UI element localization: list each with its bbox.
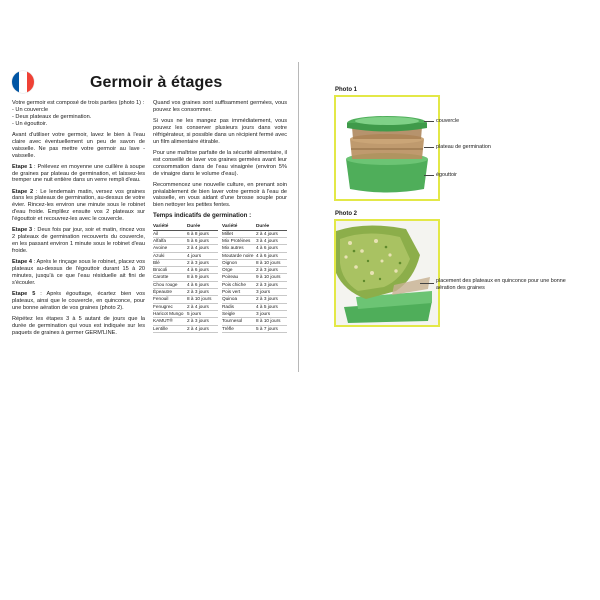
duration-cell: 2 à 3 jours	[187, 318, 218, 325]
variety-cell: Lentille	[153, 325, 187, 332]
variety-cell: Brocoli	[153, 267, 187, 274]
table-row	[222, 289, 287, 296]
duration-cell: 4 à 6 jours	[256, 245, 287, 252]
variety-cell: Fenugrec	[153, 303, 187, 310]
table-row	[222, 267, 287, 274]
photo-1-label: Photo 1	[335, 87, 357, 93]
variety-cell: Poireau	[222, 274, 256, 281]
variety-cell: Azuki	[153, 252, 187, 259]
variety-cell: Blé	[153, 259, 187, 266]
table-row	[153, 259, 218, 266]
variety-cell: Avoine	[153, 245, 187, 252]
table-row	[153, 281, 218, 288]
placement-callout: placement des plateaux en quinconce pour une bonne aération des graines	[436, 278, 566, 291]
duration-cell: 4 à 6 jours	[187, 281, 218, 288]
table-row	[222, 259, 287, 266]
step-3: Etape 3 : Deux fois par jour, soir et matin, rincez vos 2 plateaux de germination recouverts du couvercle, en les passant environ 1 minute sous le robinet d'eau froide.	[12, 227, 145, 254]
variety-cell: Ail	[153, 230, 187, 237]
page-title: Germoir à étages	[90, 74, 223, 91]
variety-cell: Seigle	[222, 310, 256, 317]
variety-cell: KAMUT®	[153, 318, 187, 325]
duration-cell: 4 jours	[187, 252, 218, 259]
duration-cell: 8 à 10 jours	[187, 296, 218, 303]
duration-cell: 5 à 7 jours	[256, 325, 287, 332]
table-row	[153, 303, 218, 310]
table-row	[222, 318, 287, 325]
table-row	[222, 237, 287, 244]
drainer-callout: égouttoir	[436, 172, 457, 178]
duration-cell: 8 à 10 jours	[256, 318, 287, 325]
variety-cell: Haricot Mungo	[153, 310, 187, 317]
variety-cell: Mix autres	[222, 245, 256, 252]
variety-cell: Alfalfa	[153, 237, 187, 244]
table-row	[153, 318, 218, 325]
mid-paragraph: Quand vos graines sont suffisamment germées, vous pouvez les consommer.	[153, 100, 287, 113]
table-row	[153, 310, 218, 317]
duration-cell: 5 jours	[187, 310, 218, 317]
duration-cell: 4 à 5 jours	[256, 303, 287, 310]
duration-cell: 2 à 3 jours	[187, 289, 218, 296]
variety-cell: Millet	[222, 230, 256, 237]
table-row	[222, 296, 287, 303]
table-row	[222, 245, 287, 252]
duration-cell: 2 à 4 jours	[187, 303, 218, 310]
column-divider	[298, 62, 299, 372]
variety-cell: Trèfle	[222, 325, 256, 332]
table-row	[222, 230, 287, 237]
mid-paragraph: Recommencez une nouvelle culture, en prenant soin préalablement de bien laver votre germoir à l'eau de vaisselle, en vous aidant d'une brosse souple pour bien nettoyer les petites fentes.	[153, 181, 287, 209]
staggered-trays-sprouts-illustration	[336, 221, 438, 325]
intro-block: Votre germoir est composé de trois parties (photo 1) : - Un couvercle - Deux plateaux de germination. - Un égouttoir.	[12, 100, 145, 127]
instructions-column	[12, 100, 145, 341]
table-row	[222, 252, 287, 259]
table-row	[153, 252, 218, 259]
table-row	[222, 303, 287, 310]
germination-table	[153, 223, 287, 332]
drainer-leader-line	[424, 175, 434, 176]
table-row	[222, 281, 287, 288]
variety-header: Variété	[153, 223, 187, 230]
duration-cell: 2 à 3 jours	[187, 259, 218, 266]
variety-cell: Oignon	[222, 259, 256, 266]
variety-cell: Fenouil	[153, 296, 187, 303]
germination-table-right	[222, 223, 287, 332]
duration-cell: 5 à 6 jours	[187, 237, 218, 244]
duration-cell: 8 à 9 jours	[187, 274, 218, 281]
variety-cell: Orge	[222, 267, 256, 274]
table-row	[222, 325, 287, 332]
table-row	[153, 325, 218, 332]
table-row	[153, 237, 218, 244]
variety-header: Variété	[222, 223, 256, 230]
trays-leader-line	[424, 147, 434, 148]
duration-header: Durée	[256, 223, 287, 230]
duration-cell: 2 à 3 jours	[256, 296, 287, 303]
table-row	[153, 274, 218, 281]
variety-cell: Moutarde noire	[222, 252, 256, 259]
duration-cell: 3 à 4 jours	[256, 237, 287, 244]
french-flag-icon	[12, 71, 34, 93]
step-1: Etape 1 : Prélevez en moyenne une cuillère à soupe de graines par plateau de germination, et laissez-les tremper une nuit entière dans un verre rempli d'eau.	[12, 163, 145, 184]
germination-table-left	[153, 223, 218, 332]
trays-callout: plateau de germination	[436, 144, 491, 150]
duration-cell: 2 à 3 jours	[256, 281, 287, 288]
table-row	[153, 230, 218, 237]
duration-cell: 4 à 6 jours	[187, 267, 218, 274]
step-5: Etape 5 : Après égouttage, écartez bien vos plateaux, ainsi que le couvercle, en quinconce, pour une bonne aération de vos graines (photo 2).	[12, 290, 145, 311]
variety-cell: Chou rouge	[153, 281, 187, 288]
before-use-text: Avant d'utiliser votre germoir, lavez le bien à l'eau claire avec éventuellement un peu de savon de vaisselle. Ne pas mettre votre germoir au lave -vaisselle.	[12, 131, 145, 159]
table-row	[222, 274, 287, 281]
stacked-germinator-illustration	[336, 97, 438, 199]
photo-1	[334, 95, 440, 201]
photo-2-label: Photo 2	[335, 211, 357, 217]
duration-cell: 2 à 4 jours	[187, 325, 218, 332]
placement-leader-line	[420, 283, 434, 284]
table-row	[153, 289, 218, 296]
table-row	[222, 310, 287, 317]
duration-cell: 6 à 8 jours	[187, 230, 218, 237]
duration-cell: 2 à 4 jours	[256, 230, 287, 237]
duration-header: Durée	[187, 223, 218, 230]
variety-cell: Radis	[222, 303, 256, 310]
mid-paragraph: Si vous ne les mangez pas immédiatement, vous pouvez les conserver plusieurs jours dans votre réfrigérateur, si possible dans un récipient fermé avec un film alimentaire étirable.	[153, 118, 287, 145]
table-row	[153, 296, 218, 303]
lid-leader-line	[424, 121, 434, 122]
table-row	[153, 267, 218, 274]
mid-paragraph: Pour une maîtrise parfaite de la sécurité alimentaire, il est conseillé de laver vos graines germées avant leur consommation dans de l'eau vinaigrée (environ 5% de vinaigre dans le volume d'eau).	[153, 149, 287, 177]
consumption-column	[153, 100, 287, 333]
lid-callout: couvercle	[436, 118, 460, 124]
duration-cell: 3 jours	[256, 289, 287, 296]
step-4: Etape 4 : Après le rinçage sous le robinet, placez vos plateaux au-dessus de l'égouttoir durant 15 à 20 minutes, jusqu'à ce que l'eau résiduelle ait fini de s'écouler.	[12, 259, 145, 286]
duration-cell: 2 à 4 jours	[187, 245, 218, 252]
table-row	[153, 245, 218, 252]
variety-cell: Épeautre	[153, 289, 187, 296]
duration-cell: 3 jours	[256, 310, 287, 317]
repeat-text: Répétez les étapes 3 à 5 autant de jours que la durée de germination qui vous est indiquée sur les paquets de graines à germer GERM'LINE.	[12, 315, 145, 336]
variety-cell: Pois chiche	[222, 281, 256, 288]
duration-cell: 8 à 10 jours	[256, 259, 287, 266]
duration-cell: 9 à 10 jours	[256, 274, 287, 281]
variety-cell: Carotte	[153, 274, 187, 281]
step-2: Etape 2 : Le lendemain matin, versez vos graines dans les plateaux de germination, au-dessus de votre évier. Rincez-les environ une minute sous le robinet d'eau froide. Emplilez ensuite vos 2 plateaux sur l'égouttoir et recouvrez-les avec le couvercle.	[12, 188, 145, 223]
variety-cell: Pois vert	[222, 289, 256, 296]
duration-cell: 4 à 6 jours	[256, 252, 287, 259]
photo-2	[334, 219, 440, 327]
variety-cell: Mix Protéines	[222, 237, 256, 244]
variety-cell: Quinoa	[222, 296, 256, 303]
variety-cell: Tournesol	[222, 318, 256, 325]
duration-cell: 2 à 3 jours	[256, 267, 287, 274]
germination-table-title: Temps indicatifs de germination :	[153, 212, 252, 220]
